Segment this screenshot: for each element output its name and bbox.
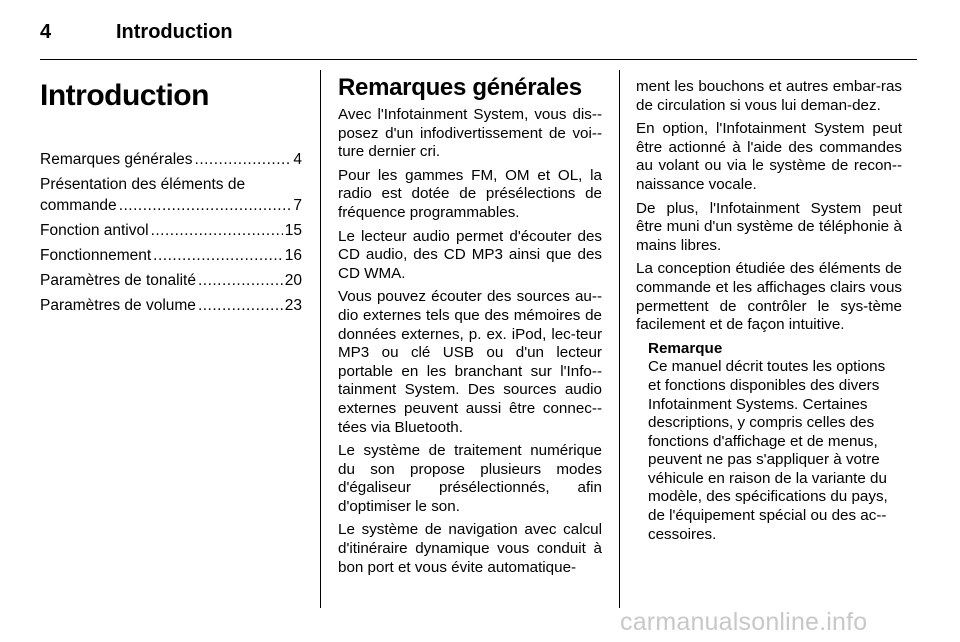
body-paragraph: ment les bouchons et autres embar-ras de circulation si vous lui deman-dez. xyxy=(636,78,902,114)
body-paragraph: Le système de traitement numérique du son propose plusieurs modes d'égaliseur présélectionnés, afin d'optimiser le son. xyxy=(338,442,602,515)
note-label: Remarque xyxy=(648,339,723,357)
toc-entry-remarques[interactable] xyxy=(40,149,302,170)
section-title: Introduction xyxy=(40,79,209,112)
header-rule xyxy=(40,59,917,60)
table-of-contents xyxy=(40,149,302,316)
toc-entry-presentation[interactable] xyxy=(40,174,302,216)
column-divider-right xyxy=(619,70,620,608)
watermark: carmanualsonline.info xyxy=(620,608,868,636)
subsection-title: Remarques générales xyxy=(338,74,582,101)
note-text: Ce manuel décrit toutes les options et fonctions disponibles des divers Infotainment Systems. Certaines descriptions, y compris celles des fonctions d'affichage et de menus, peuvent ne pas s'appliquer à votre véhicule en raison de la variante du modèle, des spécifications du pays, de l'équipement spécial ou des ac-cessoires. xyxy=(648,358,888,543)
toc-label: Fonctionnement xyxy=(40,247,152,264)
toc-entry-volume[interactable] xyxy=(40,295,302,316)
body-paragraph: Le lecteur audio permet d'écouter des CD audio, des CD MP3 ainsi que des CD WMA. xyxy=(338,227,602,282)
toc-page: 23 xyxy=(284,297,302,314)
toc-page: 20 xyxy=(284,272,302,289)
body-paragraph: En option, l'Infotainment System peut être actionné à l'aide des commandes au volant ou via le système de recon-naissance vocale. xyxy=(636,120,902,193)
toc-page: 4 xyxy=(293,151,302,168)
column-body-left xyxy=(338,70,602,582)
toc-entry-fonctionnement[interactable] xyxy=(40,245,302,266)
body-paragraph: Avec l'Infotainment System, vous dis-posez d'un infodivertissement de voi-ture dernier cri. xyxy=(338,106,602,161)
header-title: Introduction xyxy=(116,21,233,43)
toc-label-line1: Présentation des éléments de xyxy=(40,176,246,193)
body-paragraph: De plus, l'Infotainment System peut être muni d'un système de téléphonie à mains libres. xyxy=(636,199,902,254)
toc-label: Paramètres de tonalité xyxy=(40,272,196,289)
toc-page: 16 xyxy=(284,247,302,264)
column-toc xyxy=(40,70,302,320)
toc-page: 7 xyxy=(293,197,302,214)
toc-label: Remarques générales xyxy=(40,151,193,168)
toc-entry-antivol[interactable] xyxy=(40,220,302,241)
page-number: 4 xyxy=(40,21,52,43)
body-paragraph: La conception étudiée des éléments de commande et les affichages clairs vous permettent de contrôler le sys-tème facilement et de façon intuitive. xyxy=(636,260,902,334)
toc-page: 15 xyxy=(284,222,302,239)
body-paragraph: Vous pouvez écouter des sources au-dio externes tels que des mémoires de données externes, p. ex. iPod, lec-teur MP3 ou clé USB ou d'un lecteur portable en les branchant sur l'Info-tainment System. Des sources audio externes peuvent aussi être connec-tées via Bluetooth. xyxy=(338,288,602,436)
toc-entry-tonalite[interactable] xyxy=(40,270,302,291)
column-body-right xyxy=(636,78,902,549)
toc-label: Paramètres de volume xyxy=(40,297,196,314)
body-paragraph: Le système de navigation avec calcul d'itinéraire dynamique vous conduit à bon port et vous évite automatique- xyxy=(338,521,602,576)
toc-label: commande xyxy=(40,197,117,214)
note-box xyxy=(648,340,902,545)
toc-label: Fonction antivol xyxy=(40,222,149,239)
body-paragraph: Pour les gammes FM, OM et OL, la radio est dotée de présélections de fréquence programmables. xyxy=(338,166,602,221)
column-divider-left xyxy=(320,70,321,608)
page-header xyxy=(40,16,920,56)
